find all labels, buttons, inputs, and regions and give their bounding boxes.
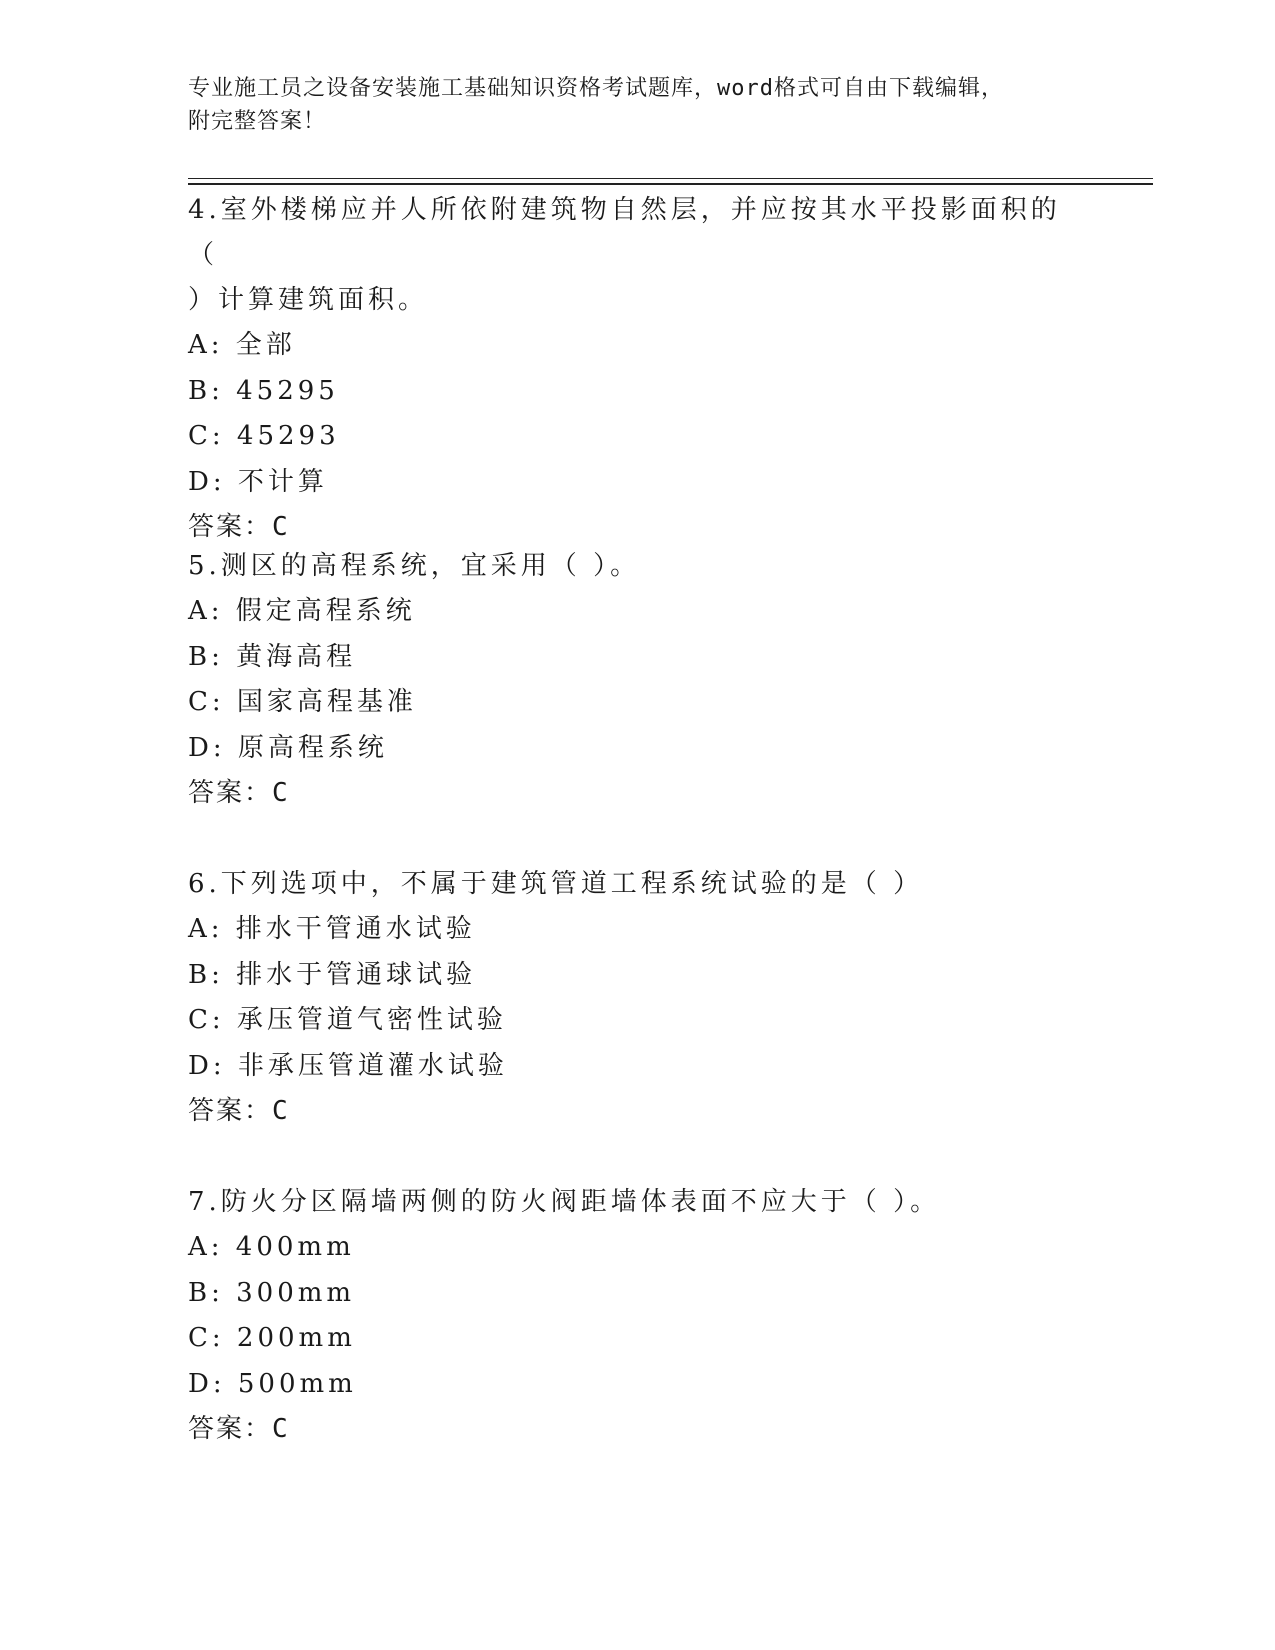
option-c: C: 200mm [188,1323,356,1353]
answer-label: 答案： [188,1414,273,1444]
option-d: D: 非承压管道灌水试验 [188,1050,508,1081]
answer [188,771,1088,816]
answer-label: 答案： [188,1096,273,1126]
question-6 [188,862,1088,1134]
header-divider-thick [188,183,1153,185]
header-line-2: 附完整答案！ [188,109,327,134]
header-line-1: 专业施工员之设备安装施工基础知识资格考试题库，word格式可自由下载编辑， [188,76,1004,101]
option-a: A: 假定高程系统 [188,596,416,626]
question-stem: 7.防火分区隔墙两侧的防火阀距墙体表面不应大于（ ）。 [188,1187,941,1217]
option-b: B: 300mm [188,1277,356,1308]
answer-label: 答案： [188,778,273,808]
question-stem: 6.下列选项中，不属于建筑管道工程系统试验的是（ ） [188,869,924,899]
document-header [188,72,1088,138]
option-b: B: 排水于管通球试验 [188,959,477,990]
option-d: D: 原高程系统 [188,732,388,763]
header-divider-thin [188,178,1153,179]
question-4 [188,188,1088,550]
answer-label: 答案： [188,512,273,542]
option-a: A: 排水干管通水试验 [188,914,476,944]
answer [188,1089,1088,1134]
option-c: C: 国家高程基准 [188,687,417,717]
option-b: B: 黄海高程 [188,641,357,672]
question-stem: 5.测区的高程系统，宜采用（ ）。 [188,551,641,581]
question-stem-continued: ）计算建筑面积。 [188,285,429,315]
option-b: B: 45295 [188,375,339,406]
question-5 [188,544,1088,816]
option-c: C: 承压管道气密性试验 [188,1005,507,1035]
option-a: A: 400mm [188,1232,355,1262]
answer-value: C [272,512,288,542]
option-d: D: 不计算 [188,466,328,497]
option-a: A: 全部 [188,330,296,360]
question-7 [188,1180,1088,1452]
answer-value: C [272,778,288,808]
option-d: D: 500mm [188,1368,357,1399]
question-stem: 4.室外楼梯应并人所依附建筑物自然层，并应按其水平投影面积的（ [188,195,1061,270]
answer-value: C [272,1414,288,1444]
answer [188,1407,1088,1452]
option-c: C: 45293 [188,421,340,451]
answer-value: C [272,1096,288,1126]
